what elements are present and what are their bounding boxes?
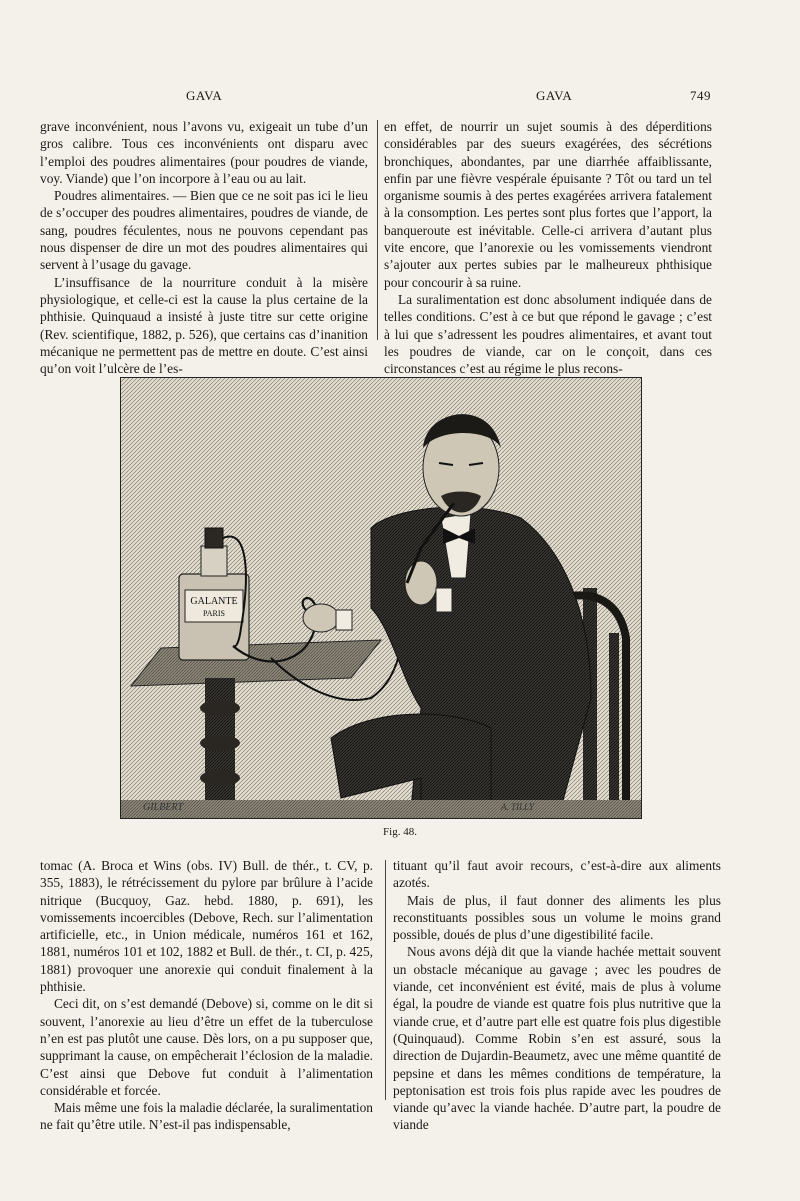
column-divider xyxy=(377,120,378,340)
bottle-label-line1: GALANTE xyxy=(190,596,238,607)
engraving-figure xyxy=(120,377,642,819)
paragraph: Nous avons déjà dit que la viande hachée mettait souvent un obstacle mécanique au gavage ; avec les poudres de viande, cet inconvénient est évité, mais de plus à volume égal, la poudre de viande est quatre fois plus nutritive que la viande crue, et d’autre part elle est quatre fois plus digestible (Quinquaud). Comme Robin s’en est assuré, sous la direction de Dujardin-Beaumetz, avec une même quantité de pepsine et dans les mêmes conditions de température, la peptonisation est trois fois plus rapide avec les poudres de viande qu’avec la viande hachée. D’autre part, la poudre de viande xyxy=(393,944,721,1133)
paragraph: grave inconvénient, nous l’avons vu, exigeait un tube d’un gros calibre. Tous ces inconvénients ont disparu avec l’emploi des poudres alimentaires (pour poudres de viande, voy. Viande) que l’on incorpore à l’eau ou au lait. xyxy=(40,119,368,186)
paragraph-poudres-alimentaires: Poudres alimentaires. — Bien que ce ne soit pas ici le lieu de s’occuper des poudres alimentaires, poudres de viande, de sang, poudres féculentes, nous ne pouvons cependant pas nous dispenser de dire un mot des poudres alimentaires qui servent à l’usage du gavage. xyxy=(40,188,368,273)
running-head-right: GAVA xyxy=(536,88,573,103)
engraver-signature-left: GILBERT xyxy=(143,802,183,813)
figure-caption: Fig. 48. xyxy=(383,826,417,838)
running-head-left: GAVA xyxy=(186,88,223,103)
paragraph: tomac (A. Broca et Wins (obs. IV) Bull. de thér., t. CV, p. 355, 1883), le rétrécissement du pylore par brûlure à l’acide nitrique (Bucquoy, Gaz. hebd. 1880, p. 691), les vomissements incoercibles (Debove, Rech. sur l’alimentation artificielle, etc., in Union médicale, numéros 161 et 162, 1881, numéros 101 et 102, 1882 et Bull. de thér., t. CI, p. 425, 1881) provoquer une anorexie qui conduit finalement à la phthisie. xyxy=(40,858,373,995)
paragraph: Ceci dit, on s’est demandé (Debove) si, comme on le dit si souvent, l’anorexie au lieu d’être un effet de la tuberculose n’en est pas plutôt une cause. Dès lors, on a pu supposer que, supprimant la cause, on empêcherait l’éclosion de la maladie. C’est ainsi que Debove fut conduit à l’alimentation considérable et forcée. xyxy=(40,996,373,1098)
page-number: 749 xyxy=(690,88,711,103)
bottom-right-column xyxy=(393,857,721,1134)
paragraph: Mais de plus, il faut donner des aliments les plus reconstituants possibles sous un volume le moins grand possible, doués de plus d’une digestibilité facile. xyxy=(393,892,721,943)
paragraph: en effet, de nourrir un sujet soumis à des déperditions considérables par des sueurs exagérées, des sécrétions bronchiques, abondantes, par une diarrhée affaiblissante, enfin par une fièvre vespérale épuisante ? Tôt ou tard un tel organisme soumis à des pertes exagérées arrivera fatalement à la consomption. Les pertes sont plus fortes que l’apport, la banqueroute est inévitable. Celle-ci arrivera d’autant plus vite encore, que l’anorexie ou les vomissements viendront s’ajouter aux pertes subies par le malheureux phthisique pour concourir à sa ruine. xyxy=(384,119,712,290)
paragraph: Mais même une fois la maladie déclarée, la suralimentation ne fait qu’être utile. N’est-il pas indispensable, xyxy=(40,1100,373,1133)
bottle-label-line2: PARIS xyxy=(203,609,225,618)
column-divider xyxy=(385,860,386,1100)
bottom-left-column xyxy=(40,857,373,1134)
top-right-column xyxy=(384,118,712,377)
gavage-illustration xyxy=(121,378,641,818)
top-left-column xyxy=(40,118,368,377)
floor xyxy=(121,800,641,818)
paragraph: La suralimentation est donc absolument indiquée dans de telles conditions. C’est à ce but que répond le gavage ; c’est à lui que s’adressent les poudres alimentaires, et avant tout les poudres de viande, car on le conçoit, dans ces circonstances c’est au régime le plus recons- xyxy=(384,291,712,377)
engraver-signature-right: A. TILLY xyxy=(501,802,534,812)
paragraph: tituant qu’il faut avoir recours, c’est-à-dire aux aliments azotés. xyxy=(393,858,721,891)
paragraph: L’insuffisance de la nourriture conduit à la misère physiologique, et celle-ci est la cause la plus certaine de la phthisie. Quinquaud a insisté à juste titre sur cette origine (Rev. scientifique, 1882, p. 526), que certains cas d’inanition mécanique ne permettent pas de mettre en doute. C’est ainsi qu’on voit l’ulcère de l’es- xyxy=(40,274,368,377)
